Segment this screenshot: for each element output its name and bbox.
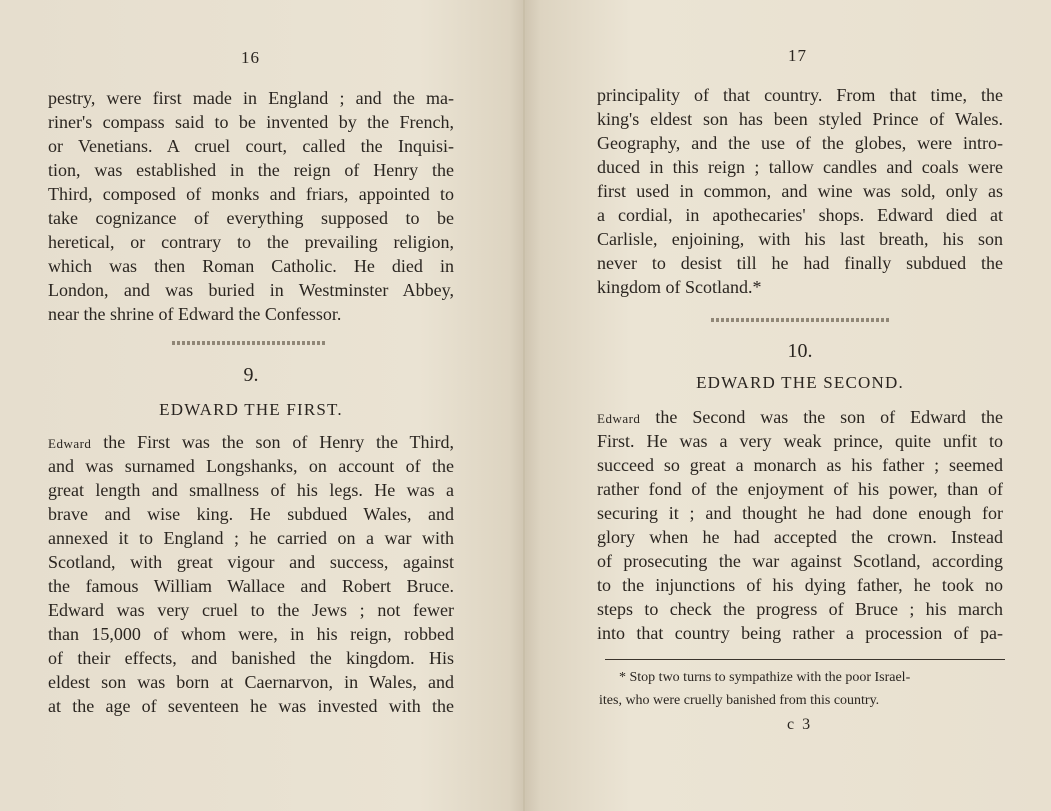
section-number: 9. xyxy=(243,364,259,386)
text-line xyxy=(48,430,454,456)
text-line: principality of that country. From that time, the xyxy=(597,85,1003,105)
text-line: or Venetians. A cruel court, called the Inquisi- xyxy=(48,136,454,156)
text-line: never to desist till he had finally subdued the xyxy=(597,253,1003,273)
text-line: steps to check the progress of Bruce ; his march xyxy=(597,599,1003,619)
text-line: riner's compass said to be invented by the French, xyxy=(48,112,454,132)
footnote-line: ites, who were cruelly banished from this country. xyxy=(599,693,880,708)
text-line: brave and wise king. He subdued Wales, and xyxy=(48,504,454,524)
text-line: near the shrine of Edward the Confessor. xyxy=(48,304,342,324)
section-ornament xyxy=(172,341,326,345)
text-line: duced in this reign ; tallow candles and coals were xyxy=(597,157,1003,177)
text-line: first used in common, and wine was sold, only as xyxy=(597,181,1003,201)
left-page xyxy=(0,0,525,811)
text-line: tion, was established in the reign of Henry the xyxy=(48,160,454,180)
text-line: pestry, were first made in England ; and the ma- xyxy=(48,88,454,108)
section-ornament xyxy=(711,318,889,322)
text-line: into that country being rather a procession of pa- xyxy=(597,623,1003,643)
page-number: 17 xyxy=(788,46,807,65)
text-line: succeed so great a monarch as his father ; seemed xyxy=(597,455,1003,475)
text-line: Scotland, with great vigour and success, against xyxy=(48,552,454,572)
text-line: king's eldest son has been styled Prince of Wales. xyxy=(597,109,1003,129)
section-title: EDWARD THE SECOND. xyxy=(696,373,904,392)
text-line: to the injunctions of his dying father, he took no xyxy=(597,575,1003,595)
line-rest: the First was the son of Henry the Third, xyxy=(91,432,454,452)
text-line: eldest son was born at Caernarvon, in Wales, and xyxy=(48,672,454,692)
text-line: the famous William Wallace and Robert Bruce. xyxy=(48,576,454,596)
text-line: London, and was buried in Westminster Abbey, xyxy=(48,280,454,300)
text-line: great length and smallness of his legs. He was a xyxy=(48,480,454,500)
text-line: First. He was a very weak prince, quite unfit to xyxy=(597,431,1003,451)
text-line: of prosecuting the war against Scotland, according xyxy=(597,551,1003,571)
text-line xyxy=(597,405,1003,431)
text-line: kingdom of Scotland.* xyxy=(597,277,762,297)
right-page xyxy=(525,0,1051,811)
line-rest: the Second was the son of Edward the xyxy=(640,407,1003,427)
signature-mark: c 3 xyxy=(787,716,813,733)
text-line: securing it ; and thought he had done enough for xyxy=(597,503,1003,523)
text-line: glory when he had accepted the crown. Instead xyxy=(597,527,1003,547)
text-line: Carlisle, enjoining, with his last breath, his son xyxy=(597,229,1003,249)
text-line: Edward was very cruel to the Jews ; not fewer xyxy=(48,600,454,620)
text-line: at the age of seventeen he was invested with the xyxy=(48,696,454,716)
text-line: rather fond of the enjoyment of his power, than of xyxy=(597,479,1003,499)
text-line: and was surnamed Longshanks, on account of the xyxy=(48,456,454,476)
text-line: Geography, and the use of the globes, were intro- xyxy=(597,133,1003,153)
text-line: than 15,000 of whom were, in his reign, robbed xyxy=(48,624,454,644)
text-line: heretical, or contrary to the prevailing religion, xyxy=(48,232,454,252)
lead-word: Edward xyxy=(597,411,641,426)
text-line: of their effects, and banished the kingdom. His xyxy=(48,648,454,668)
section-number: 10. xyxy=(787,340,813,362)
footnote-rule xyxy=(605,659,1005,660)
text-line: which was then Roman Catholic. He died in xyxy=(48,256,454,276)
text-line: a cordial, in apothecaries' shops. Edward died at xyxy=(597,205,1003,225)
page-number: 16 xyxy=(241,48,260,67)
lead-word: Edward xyxy=(48,436,92,451)
text-line: annexed it to England ; he carried on a war with xyxy=(48,528,454,548)
text-line: take cognizance of everything supposed to be xyxy=(48,208,454,228)
section-title: EDWARD THE FIRST. xyxy=(159,400,343,419)
text-line: Third, composed of monks and friars, appointed to xyxy=(48,184,454,204)
footnote-line: * Stop two turns to sympathize with the poor Israel- xyxy=(619,670,911,685)
